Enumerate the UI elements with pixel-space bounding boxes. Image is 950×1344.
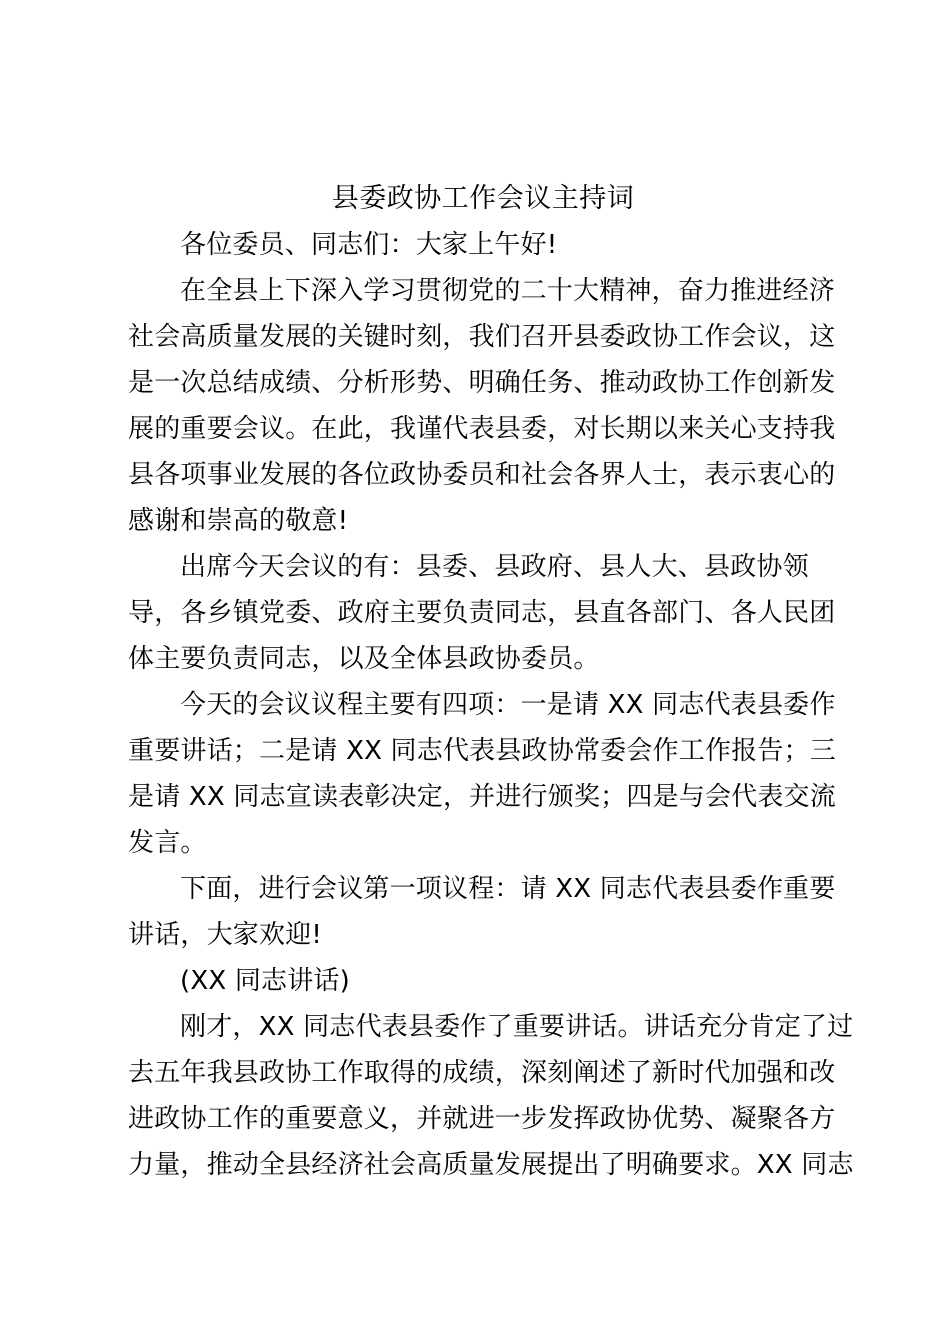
paragraph-line: 在全县上下深入学习贯彻党的二十大精神，奋力推进经济 [180,276,836,306]
paragraph-line: 刚才，XX 同志代表县委作了重要讲话。讲话充分肯定了过 [180,1012,854,1042]
paragraph-line: 进政协工作的重要意义，并就进一步发挥政协优势、凝聚各方 [128,1104,836,1134]
paragraph-line: 各位委员、同志们：大家上午好! [180,230,558,260]
paragraph-line: 发言。 [128,828,207,858]
paragraph-line: 重要讲话；二是请 XX 同志代表县政协常委会作工作报告；三 [128,736,836,766]
paragraph-line: 力量，推动全县经济社会高质量发展提出了明确要求。XX 同志 [128,1150,854,1180]
attendees-paragraph [128,544,834,682]
opening-paragraph [128,268,834,544]
paragraph-line: 体主要负责同志，以及全体县政协委员。 [128,644,600,674]
paragraph-line: 社会高质量发展的关键时刻，我们召开县委政协工作会议，这 [128,322,836,352]
stage-direction-paragraph [128,958,834,1004]
paragraph-line: 出席今天会议的有：县委、县政府、县人大、县政协领 [180,552,809,582]
first-item-paragraph [128,866,834,958]
agenda-paragraph [128,682,834,866]
paragraph-line: 导，各乡镇党委、政府主要负责同志，县直各部门、各人民团 [128,598,836,628]
paragraph-line: 去五年我县政协工作取得的成绩，深刻阐述了新时代加强和改 [128,1058,836,1088]
paragraph-line: 县各项事业发展的各位政协委员和社会各界人士，表示衷心的 [128,460,836,490]
paragraph-line: 是请 XX 同志宣读表彰决定，并进行颁奖；四是与会代表交流 [128,782,836,812]
paragraph-line: 今天的会议议程主要有四项：一是请 XX 同志代表县委作 [180,690,836,720]
paragraph-line: 展的重要会议。在此，我谨代表县委，对长期以来关心支持我 [128,414,836,444]
paragraph-line: 是一次总结成绩、分析形势、明确任务、推动政协工作创新发 [128,368,836,398]
document-title: 县委政协工作会议主持词 [331,183,635,214]
paragraph-line: 讲话，大家欢迎! [128,920,323,950]
summary-paragraph [128,1004,854,1188]
greeting-paragraph [128,222,834,268]
paragraph-line: 感谢和崇高的敬意! [128,506,349,536]
paragraph-line: (XX 同志讲话) [180,966,350,996]
document-page [128,176,854,1188]
paragraph-line: 下面，进行会议第一项议程：请 XX 同志代表县委作重要 [180,874,836,904]
